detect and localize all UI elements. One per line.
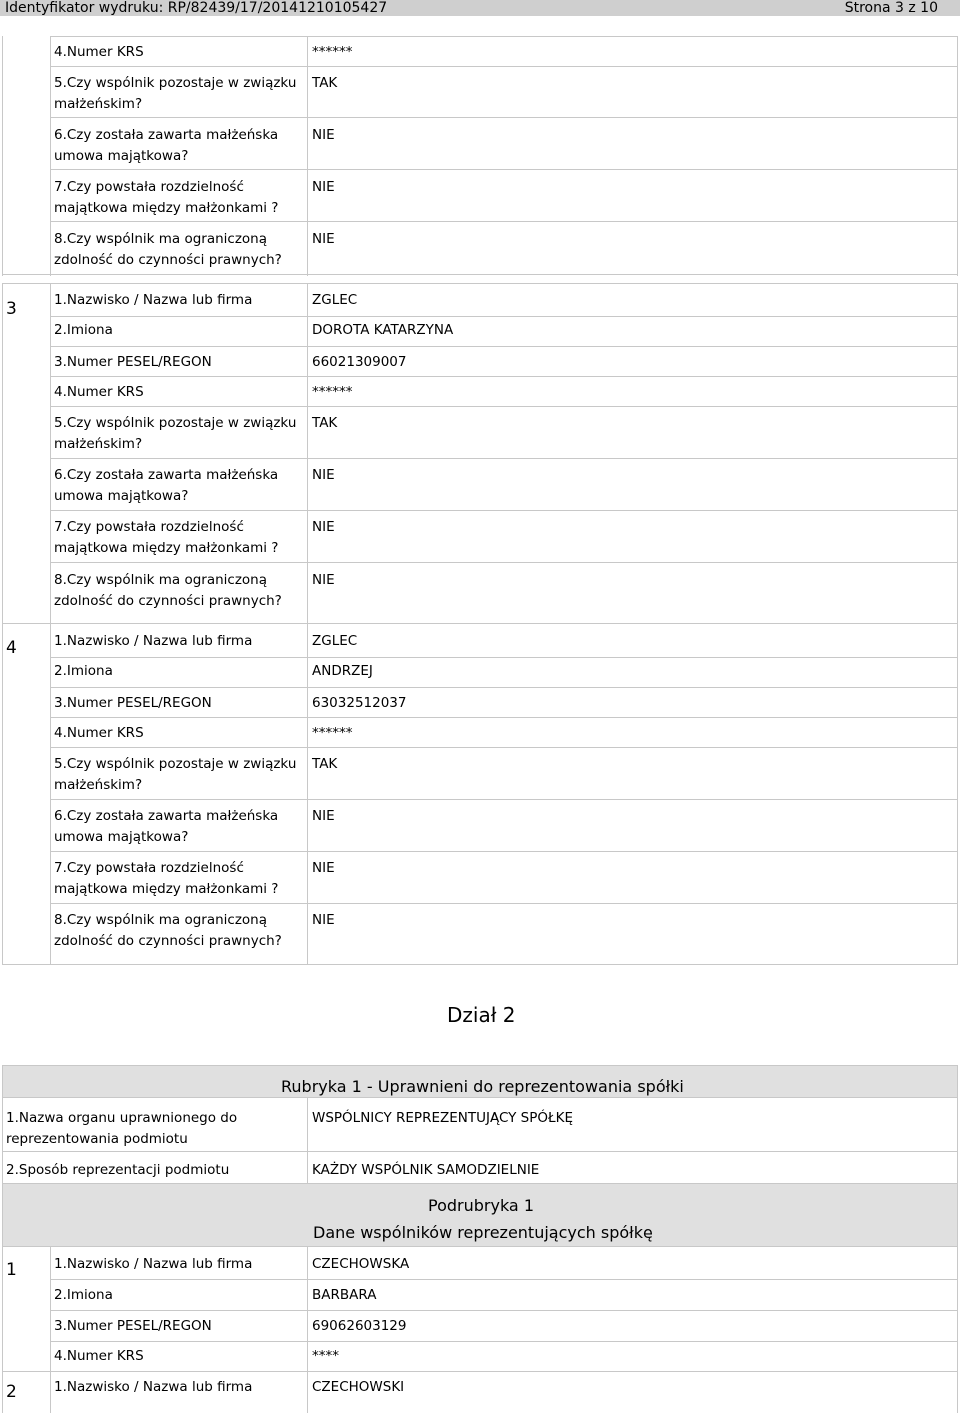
method-value: KAŻDY WSPÓLNIK SAMODZIELNIE bbox=[312, 1162, 540, 1178]
representative-number: 2 bbox=[6, 1382, 17, 1402]
pesel-value: 69062603129 bbox=[312, 1318, 407, 1334]
krs-value: **** bbox=[312, 1348, 339, 1364]
name-value: ZGLEC bbox=[312, 292, 358, 308]
method-label: 2.Sposób reprezentacji podmiotu bbox=[6, 1162, 230, 1178]
organ-label-line1: 1.Nazwa organu uprawnionego do bbox=[6, 1110, 238, 1126]
q6-value: NIE bbox=[312, 467, 335, 483]
q5-label-line2: małżeńskim? bbox=[54, 777, 143, 793]
q7-value: NIE bbox=[312, 179, 335, 195]
q7-label-line2: majątkowa między małżonkami ? bbox=[54, 200, 279, 216]
q5-value: TAK bbox=[312, 415, 338, 431]
name-label: 1.Nazwisko / Nazwa lub firma bbox=[54, 292, 253, 308]
krs-value: ****** bbox=[312, 44, 353, 60]
krs-label: 4.Numer KRS bbox=[54, 44, 144, 60]
name-value: ZGLEC bbox=[312, 633, 358, 649]
q7-value: NIE bbox=[312, 519, 335, 535]
q8-value: NIE bbox=[312, 912, 335, 928]
pesel-label: 3.Numer PESEL/REGON bbox=[54, 1318, 212, 1334]
krs-value: ****** bbox=[312, 725, 353, 741]
name-label: 1.Nazwisko / Nazwa lub firma bbox=[54, 633, 253, 649]
krs-label: 4.Numer KRS bbox=[54, 384, 144, 400]
q8-value: NIE bbox=[312, 231, 335, 247]
page-number: Strona 3 z 10 bbox=[844, 0, 938, 16]
name-label: 1.Nazwisko / Nazwa lub firma bbox=[54, 1256, 253, 1272]
first-name-value: DOROTA KATARZYNA bbox=[312, 322, 454, 338]
partner-number: 4 bbox=[6, 638, 17, 658]
section-title: Dział 2 bbox=[447, 1003, 516, 1027]
q8-label-line2: zdolność do czynności prawnych? bbox=[54, 252, 282, 268]
first-name-value: BARBARA bbox=[312, 1287, 377, 1303]
q7-label-line2: majątkowa między małżonkami ? bbox=[54, 881, 279, 897]
q8-label-line1: 8.Czy wspólnik ma ograniczoną bbox=[54, 572, 268, 588]
q5-value: TAK bbox=[312, 756, 338, 772]
name-value: CZECHOWSKA bbox=[312, 1256, 410, 1272]
first-name-value: ANDRZEJ bbox=[312, 663, 373, 679]
name-value: CZECHOWSKI bbox=[312, 1379, 405, 1395]
q8-label-line1: 8.Czy wspólnik ma ograniczoną bbox=[54, 912, 268, 928]
representative-number: 1 bbox=[6, 1260, 17, 1280]
print-header bbox=[0, 0, 960, 16]
q5-label-line1: 5.Czy wspólnik pozostaje w związku bbox=[54, 756, 297, 772]
q6-label-line1: 6.Czy została zawarta małżeńska bbox=[54, 127, 279, 143]
pesel-label: 3.Numer PESEL/REGON bbox=[54, 695, 212, 711]
q6-label-line2: umowa majątkowa? bbox=[54, 829, 189, 845]
q6-value: NIE bbox=[312, 808, 335, 824]
q5-label-line2: małżeńskim? bbox=[54, 436, 143, 452]
q7-label-line1: 7.Czy powstała rozdzielność bbox=[54, 179, 244, 195]
organ-label-line2: reprezentowania podmiotu bbox=[6, 1131, 188, 1147]
subrubric-title: Podrubryka 1 bbox=[428, 1196, 534, 1215]
partner-number: 3 bbox=[6, 299, 17, 319]
q8-label-line1: 8.Czy wspólnik ma ograniczoną bbox=[54, 231, 268, 247]
q6-label-line2: umowa majątkowa? bbox=[54, 148, 189, 164]
q5-label-line2: małżeńskim? bbox=[54, 96, 143, 112]
q7-value: NIE bbox=[312, 860, 335, 876]
krs-label: 4.Numer KRS bbox=[54, 725, 144, 741]
first-name-label: 2.Imiona bbox=[54, 1287, 113, 1303]
q8-value: NIE bbox=[312, 572, 335, 588]
q6-label-line1: 6.Czy została zawarta małżeńska bbox=[54, 808, 279, 824]
pesel-label: 3.Numer PESEL/REGON bbox=[54, 354, 212, 370]
organ-value: WSPÓLNICY REPREZENTUJĄCY SPÓŁKĘ bbox=[312, 1110, 573, 1126]
q8-label-line2: zdolność do czynności prawnych? bbox=[54, 593, 282, 609]
q5-label-line1: 5.Czy wspólnik pozostaje w związku bbox=[54, 415, 297, 431]
q5-value: TAK bbox=[312, 75, 338, 91]
q6-label-line2: umowa majątkowa? bbox=[54, 488, 189, 504]
first-name-label: 2.Imiona bbox=[54, 322, 113, 338]
q7-label-line2: majątkowa między małżonkami ? bbox=[54, 540, 279, 556]
pesel-value: 63032512037 bbox=[312, 695, 407, 711]
print-identifier: Identyfikator wydruku: RP/82439/17/20141210105427 bbox=[5, 0, 388, 16]
q6-label-line1: 6.Czy została zawarta małżeńska bbox=[54, 467, 279, 483]
q7-label-line1: 7.Czy powstała rozdzielność bbox=[54, 860, 244, 876]
q8-label-line2: zdolność do czynności prawnych? bbox=[54, 933, 282, 949]
rubric-title: Rubryka 1 - Uprawnieni do reprezentowania spółki bbox=[281, 1077, 684, 1096]
pesel-value: 66021309007 bbox=[312, 354, 407, 370]
q7-label-line1: 7.Czy powstała rozdzielność bbox=[54, 519, 244, 535]
subrubric-subtitle: Dane wspólników reprezentujących spółkę bbox=[313, 1223, 653, 1242]
first-name-label: 2.Imiona bbox=[54, 663, 113, 679]
krs-value: ****** bbox=[312, 384, 353, 400]
q6-value: NIE bbox=[312, 127, 335, 143]
name-label: 1.Nazwisko / Nazwa lub firma bbox=[54, 1379, 253, 1395]
krs-label: 4.Numer KRS bbox=[54, 1348, 144, 1364]
q5-label-line1: 5.Czy wspólnik pozostaje w związku bbox=[54, 75, 297, 91]
